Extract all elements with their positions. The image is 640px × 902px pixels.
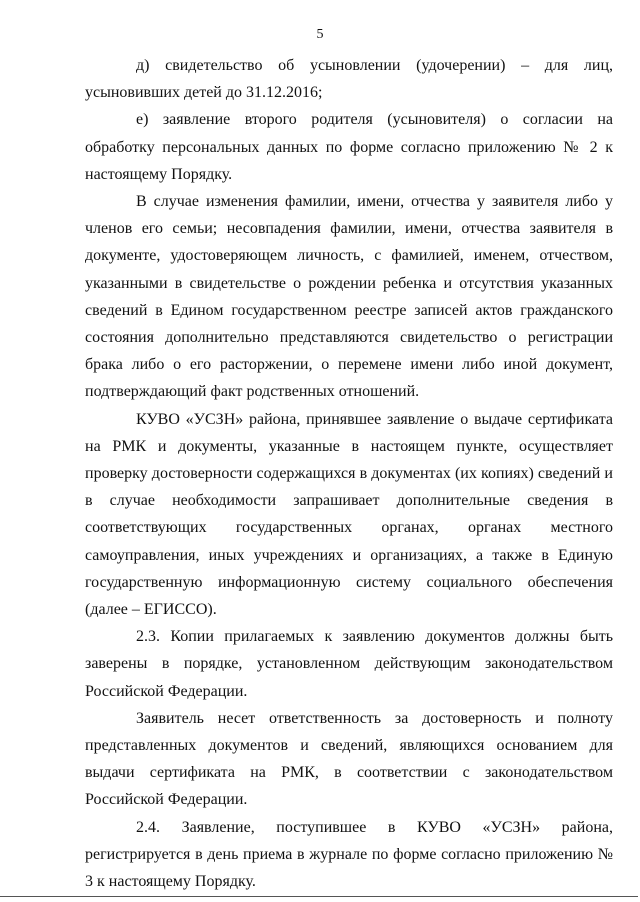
paragraph-name-change: В случае изменения фамилии, имени, отчества у заявителя либо у членов его семьи; несовпадения фамилии, имени, отчества заявителя в документе, удостоверяющем личность, с фамилией, именем, отчеством, указанными в свидетельстве о рождении ребенка и отсутствия указанных сведений в Едином государственном реестре записей актов гражданского состояния дополнительно представляются свидетельство о регистрации брака либо о его расторжении, о перемене имени либо иной документ, подтверждающий факт родственных отношений. <box>85 193 613 401</box>
paragraph-2-3-copies: 2.3. Копии прилагаемых к заявлению документов должны быть заверены в порядке, установленном действующим законодательством Российской Федерации. <box>85 628 613 700</box>
paragraph-d-adoption-certificate: д) свидетельство об усыновлении (удочерении) – для лиц, усыновивших детей до 31.12.2016; <box>85 57 613 102</box>
paragraph-applicant-responsibility: Заявитель несет ответственность за достоверность и полноту представленных документов и сведений, являющихся основанием для выдачи сертификата на РМК, в соответствии с законодательством Российской Федерации. <box>85 709 613 809</box>
document-body <box>85 52 613 895</box>
paragraph-2-4-registration: 2.4. Заявление, поступившее в КУВО «УСЗН» района, регистрируется в день приема в журнале по форме согласно приложению № 3 к настоящему Порядку. <box>85 818 613 891</box>
bottom-edge-line <box>0 896 638 897</box>
paragraph-kuvo-verification: КУВО «УСЗН» района, принявшее заявление о выдаче сертификата на РМК и документы, указанные в настоящем пункте, осуществляет проверку достоверности содержащихся в документах (их копиях) сведений и в случае необходимости запрашивает дополнительные сведения в соответствующих государственных органах, органах местного самоуправления, иных учреждениях и организациях, а также в Единую государственную информационную систему социального обеспечения (далее – ЕГИССО). <box>85 410 613 619</box>
paragraph-e-second-parent-consent: е) заявление второго родителя (усыновителя) о согласии на обработку персональных данных по форме согласно приложению № 2 к настоящему Порядку. <box>85 111 613 183</box>
page-number: 5 <box>316 27 324 42</box>
